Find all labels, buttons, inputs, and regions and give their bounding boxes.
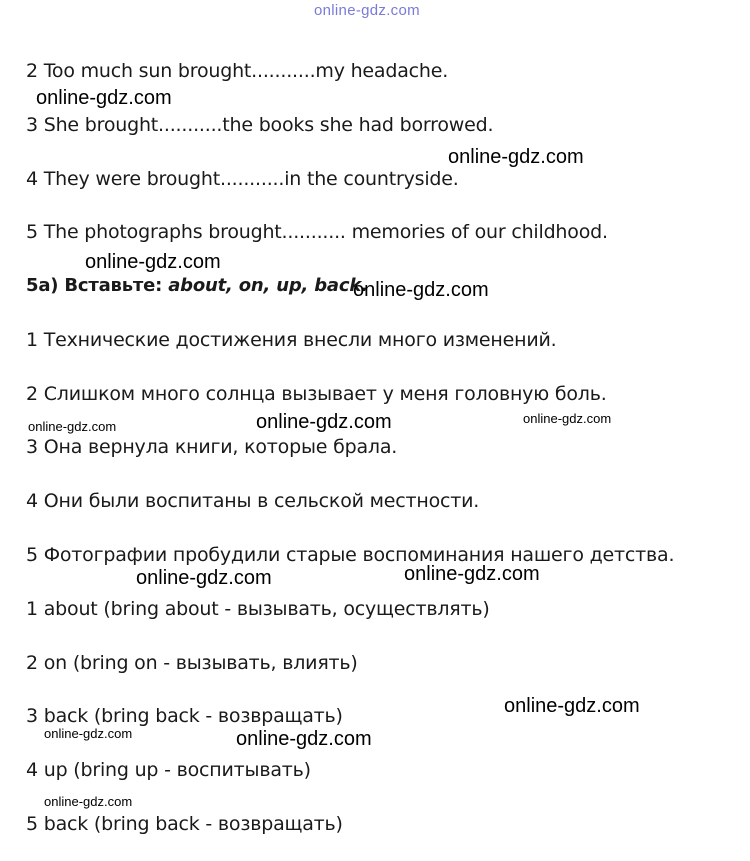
watermark: online-gdz.com: [448, 146, 584, 168]
answer-line-3: 3 back (bring back - возвращать): [26, 705, 343, 727]
translation-line-3: 3 Она вернула книги, которые брала.: [26, 436, 398, 458]
watermark: online-gdz.com: [44, 726, 133, 741]
watermark: online-gdz.com: [85, 251, 221, 273]
answer-line-4: 4 up (bring up - воспитывать): [26, 759, 311, 781]
heading-prefix: 5a) Вставьте:: [26, 275, 169, 296]
watermark: online-gdz.com: [504, 695, 640, 717]
watermark: online-gdz.com: [44, 794, 133, 809]
translation-line-2: 2 Слишком много солнца вызывает у меня головную боль.: [26, 383, 607, 405]
watermark: online-gdz.com: [353, 279, 489, 301]
top-watermark: online-gdz.com: [314, 2, 420, 19]
answer-line-2: 2 on (bring on - вызывать, влиять): [26, 652, 358, 674]
translation-line-4: 4 Они были воспитаны в сельской местности.: [26, 490, 480, 512]
watermark: online-gdz.com: [404, 563, 540, 585]
answer-line-1: 1 about (bring about - вызывать, осуществлять): [26, 598, 490, 620]
watermark: online-gdz.com: [256, 411, 392, 433]
watermark: online-gdz.com: [36, 87, 172, 109]
watermark: online-gdz.com: [28, 419, 117, 434]
exercise-line-3: 3 She brought...........the books she had borrowed.: [26, 114, 494, 136]
watermark: online-gdz.com: [523, 411, 612, 426]
exercise-line-2: 2 Too much sun brought...........my headache.: [26, 60, 449, 82]
exercise-line-5: 5 The photographs brought........... memories of our childhood.: [26, 221, 608, 243]
watermark: online-gdz.com: [236, 728, 372, 750]
watermark: online-gdz.com: [136, 567, 272, 589]
translation-line-1: 1 Технические достижения внесли много изменений.: [26, 329, 557, 351]
translation-line-5: 5 Фотографии пробудили старые воспоминания нашего детства.: [26, 544, 675, 566]
exercise-heading: [26, 274, 368, 298]
heading-words: about, on, up, back.: [168, 275, 368, 296]
answer-line-5: 5 back (bring back - возвращать): [26, 813, 343, 835]
exercise-line-4: 4 They were brought...........in the countryside.: [26, 168, 459, 190]
